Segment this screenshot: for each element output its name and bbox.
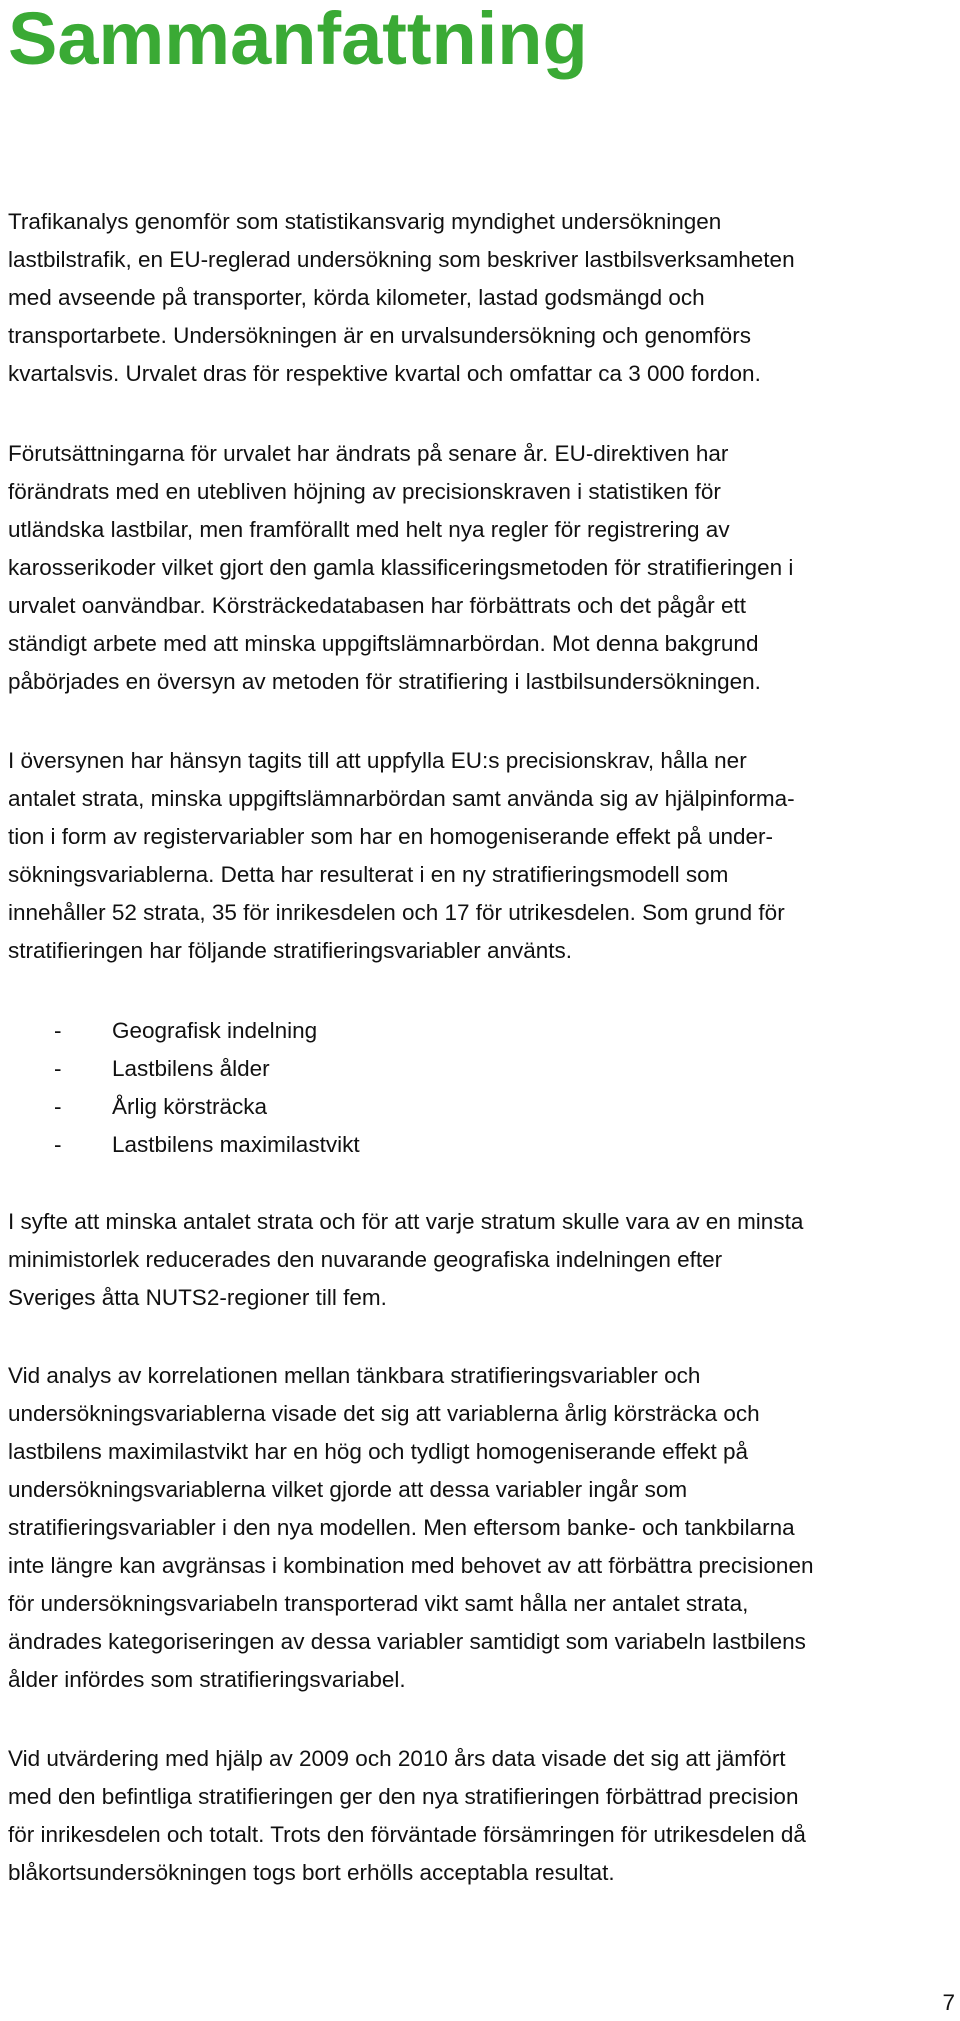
paragraph-line: Vid utvärdering med hjälp av 2009 och 2010 års data visade det sig att jämfört (8, 1746, 786, 1771)
paragraph-line: lastbilstrafik, en EU-reglerad undersökning som beskriver lastbilsverksamheten (8, 247, 795, 272)
paragraph-line: I översynen har hänsyn tagits till att uppfylla EU:s precisionskrav, hålla ner (8, 748, 747, 773)
paragraph-line: Sveriges åtta NUTS2-regioner till fem. (8, 1285, 387, 1310)
paragraph-line: stratifieringen har följande stratifieringsvariabler använts. (8, 938, 573, 963)
paragraph-intro (8, 203, 958, 393)
list-item (54, 1012, 360, 1050)
paragraph-line: blåkortsundersökningen togs bort erhölls acceptabla resultat. (8, 1860, 615, 1885)
paragraph-review (8, 742, 958, 970)
paragraph-line: påbörjades en översyn av metoden för stratifiering i lastbilsundersökningen. (8, 669, 761, 694)
list-item (54, 1126, 360, 1164)
paragraph-line: utländska lastbilar, men framförallt med helt nya regler för registrering av (8, 517, 730, 542)
list-item-label: Årlig körsträcka (112, 1094, 268, 1119)
list-item (54, 1088, 360, 1126)
stratification-variables-list (54, 1012, 360, 1164)
paragraph-background (8, 435, 958, 701)
paragraph-line: antalet strata, minska uppgiftslämnarbördan samt använda sig av hjälpinforma- (8, 786, 795, 811)
list-marker: - (54, 1056, 62, 1081)
list-marker: - (54, 1094, 62, 1119)
paragraph-line: lastbilens maximilastvikt har en hög och tydligt homogeniserande effekt på (8, 1439, 748, 1464)
list-marker: - (54, 1132, 62, 1157)
page-number: 7 (942, 1990, 955, 2015)
list-item-label: Geografisk indelning (112, 1018, 318, 1043)
paragraph-line: ständigt arbete med att minska uppgiftslämnarbördan. Mot denna bakgrund (8, 631, 759, 656)
paragraph-line: minimistorlek reducerades den nuvarande geografiska indelningen efter (8, 1247, 723, 1272)
paragraph-line: transportarbete. Undersökningen är en urvalsundersökning och genomförs (8, 323, 751, 348)
paragraph-line: undersökningsvariablerna vilket gjorde att dessa variabler ingår som (8, 1477, 688, 1502)
paragraph-line: med avseende på transporter, körda kilometer, lastad godsmängd och (8, 285, 705, 310)
paragraph-line: kvartalsvis. Urvalet dras för respektive kvartal och omfattar ca 3 000 fordon. (8, 361, 761, 386)
paragraph-line: Förutsättningarna för urvalet har ändrats på senare år. EU-direktiven har (8, 441, 729, 466)
paragraph-line: sökningsvariablerna. Detta har resulterat i en ny stratifieringsmodell som (8, 862, 729, 887)
paragraph-line: Vid analys av korrelationen mellan tänkbara stratifieringsvariabler och (8, 1363, 701, 1388)
paragraph-line: Trafikanalys genomför som statistikansvarig myndighet undersökningen (8, 209, 722, 234)
paragraph-line: förändrats med en utebliven höjning av precisionskraven i statistiken för (8, 479, 721, 504)
paragraph-correlation (8, 1357, 958, 1699)
paragraph-line: stratifieringsvariabler i den nya modellen. Men eftersom banke- och tankbilarna (8, 1515, 795, 1540)
paragraph-line: undersökningsvariablerna visade det sig att variablerna årlig körsträcka och (8, 1401, 760, 1426)
paragraph-line: I syfte att minska antalet strata och för att varje stratum skulle vara av en minsta (8, 1209, 804, 1234)
paragraph-line: för undersökningsvariabeln transporterad vikt samt hålla ner antalet strata, (8, 1591, 749, 1616)
paragraph-line: med den befintliga stratifieringen ger den nya stratifieringen förbättrad precision (8, 1784, 799, 1809)
paragraph-evaluation (8, 1740, 958, 1892)
paragraph-geography (8, 1203, 958, 1317)
paragraph-line: innehåller 52 strata, 35 för inrikesdelen och 17 för utrikesdelen. Som grund för (8, 900, 785, 925)
list-item-label: Lastbilens maximilastvikt (112, 1132, 360, 1157)
paragraph-line: tion i form av registervariabler som har en homogeniserande effekt på under- (8, 824, 773, 849)
list-marker: - (54, 1018, 62, 1043)
paragraph-line: karosserikoder vilket gjort den gamla klassificeringsmetoden för stratifieringen i (8, 555, 794, 580)
paragraph-line: ålder infördes som stratifieringsvariabel. (8, 1667, 406, 1692)
page-title: Sammanfattning (8, 0, 588, 80)
paragraph-line: inte längre kan avgränsas i kombination med behovet av att förbättra precisionen (8, 1553, 814, 1578)
list-item-label: Lastbilens ålder (112, 1056, 270, 1081)
paragraph-line: urvalet oanvändbar. Körsträckedatabasen har förbättrats och det pågår ett (8, 593, 746, 618)
paragraph-line: ändrades kategoriseringen av dessa variabler samtidigt som variabeln lastbilens (8, 1629, 806, 1654)
paragraph-line: för inrikesdelen och totalt. Trots den förväntade försämringen för utrikesdelen då (8, 1822, 806, 1847)
list-item (54, 1050, 360, 1088)
